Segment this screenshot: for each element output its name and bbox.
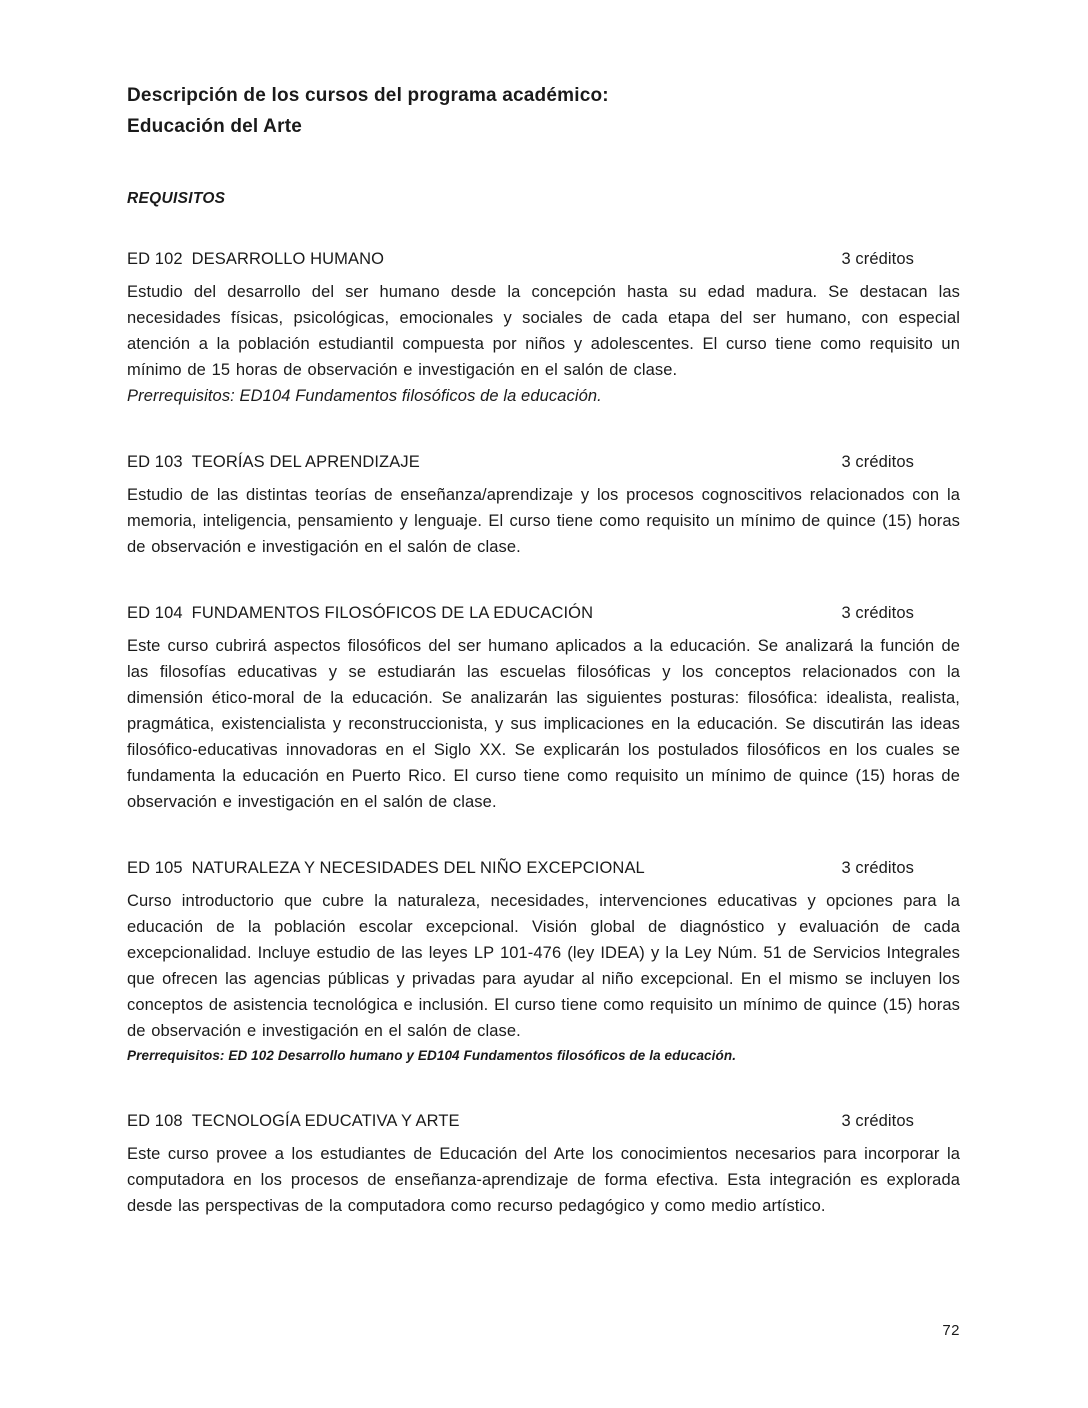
course-title [127,248,384,270]
course-title [127,1110,460,1132]
course-block-ed102 [127,248,960,409]
course-name: TECNOLOGÍA EDUCATIVA Y ARTE [191,1112,460,1130]
section-heading-requisitos: REQUISITOS [127,190,226,207]
course-block-ed105 [127,857,960,1068]
course-description: Estudio de las distintas teorías de enseñanza/aprendizaje y los procesos cognoscitivos relacionados con la memoria, inteligencia, pensamiento y lenguaje. El curso tiene como requisito un mínimo de quince (15) horas de observación e investigación en el salón de clase. [127,486,960,556]
page-number: 72 [942,1322,960,1339]
course-description: Este curso cubrirá aspectos filosóficos del ser humano aplicados a la educación. Se analizará la función de las filosofías educativas y se estudiarán las escuelas filosóficas y los conceptos relacionados con la dimensión ético-moral de la educación. Se analizarán las siguientes posturas: filosófica: idealista, realista, pragmática, existencialista y reconstruccionista, y sus implicaciones en la educación. Se discutirán las ideas filosófico-educativas innovadoras en el Siglo XX. Se explicarán los postulados filosóficos en los cuales se fundamenta la educación en Puerto Rico. El curso tiene como requisito un mínimo de quince (15) horas de observación e investigación en el salón de clase. [127,637,960,811]
course-heading [127,248,960,270]
course-prerequisites: Prerrequisitos: ED 102 Desarrollo humano y ED104 Fundamentos filosóficos de la educación. [127,1048,737,1063]
course-description: Estudio del desarrollo del ser humano desde la concepción hasta su edad madura. Se destacan las necesidades físicas, psicológicas, emocionales y sociales de cada etapa del ser humano, con especial atención a la población estudiantil compuesta por niños y adolescentes. El curso tiene como requisito un mínimo de 15 horas de observación e investigación en el salón de clase. [127,283,960,379]
course-name: TEORÍAS DEL APRENDIZAJE [191,453,420,471]
page-title-line-1: Descripción de los cursos del programa académico: [127,85,609,106]
course-credits: 3 créditos [841,859,914,877]
page-title-line-2: Educación del Arte [127,116,302,137]
course-code: ED 103 [127,453,183,471]
course-credits: 3 créditos [841,1112,914,1130]
course-heading [127,451,960,473]
course-heading [127,1110,960,1132]
course-code: ED 108 [127,1112,183,1130]
course-block-ed103 [127,451,960,560]
page-title [127,80,960,142]
course-block-ed108 [127,1110,960,1219]
course-title [127,451,420,473]
course-credits: 3 créditos [841,604,914,622]
course-code: ED 105 [127,859,183,877]
course-heading [127,602,960,624]
course-title [127,857,645,879]
course-name: NATURALEZA Y NECESIDADES DEL NIÑO EXCEPCIONAL [191,859,645,877]
course-credits: 3 créditos [841,250,914,268]
course-description: Curso introductorio que cubre la naturaleza, necesidades, intervenciones educativas y opciones para la educación de la población escolar excepcional. Visión global de diagnóstico y evaluación de cada excepcionalidad. Incluye estudio de las leyes LP 101-476 (ley IDEA) y la Ley Núm. 51 de Servicios Integrales que ofrecen las agencias públicas y privadas para ayudar al niño excepcional. En el mismo se incluyen los conceptos de asistencia tecnológica e inclusión. El curso tiene como requisito un mínimo de quince (15) horas de observación e investigación en el salón de clase. [127,892,960,1040]
course-title [127,602,593,624]
course-heading [127,857,960,879]
course-prerequisites: Prerrequisitos: ED104 Fundamentos filosóficos de la educación. [127,387,602,405]
course-code: ED 102 [127,250,183,268]
course-credits: 3 créditos [841,453,914,471]
course-code: ED 104 [127,604,183,622]
course-name: FUNDAMENTOS FILOSÓFICOS DE LA EDUCACIÓN [191,604,594,622]
course-description: Este curso provee a los estudiantes de Educación del Arte los conocimientos necesarios para incorporar la computadora en los procesos de enseñanza-aprendizaje de forma efectiva. Esta integración es explorada desde las perspectivas de la computadora como recurso pedagógico y como medio artístico. [127,1145,960,1215]
course-name: DESARROLLO HUMANO [191,250,385,268]
course-block-ed104 [127,602,960,815]
